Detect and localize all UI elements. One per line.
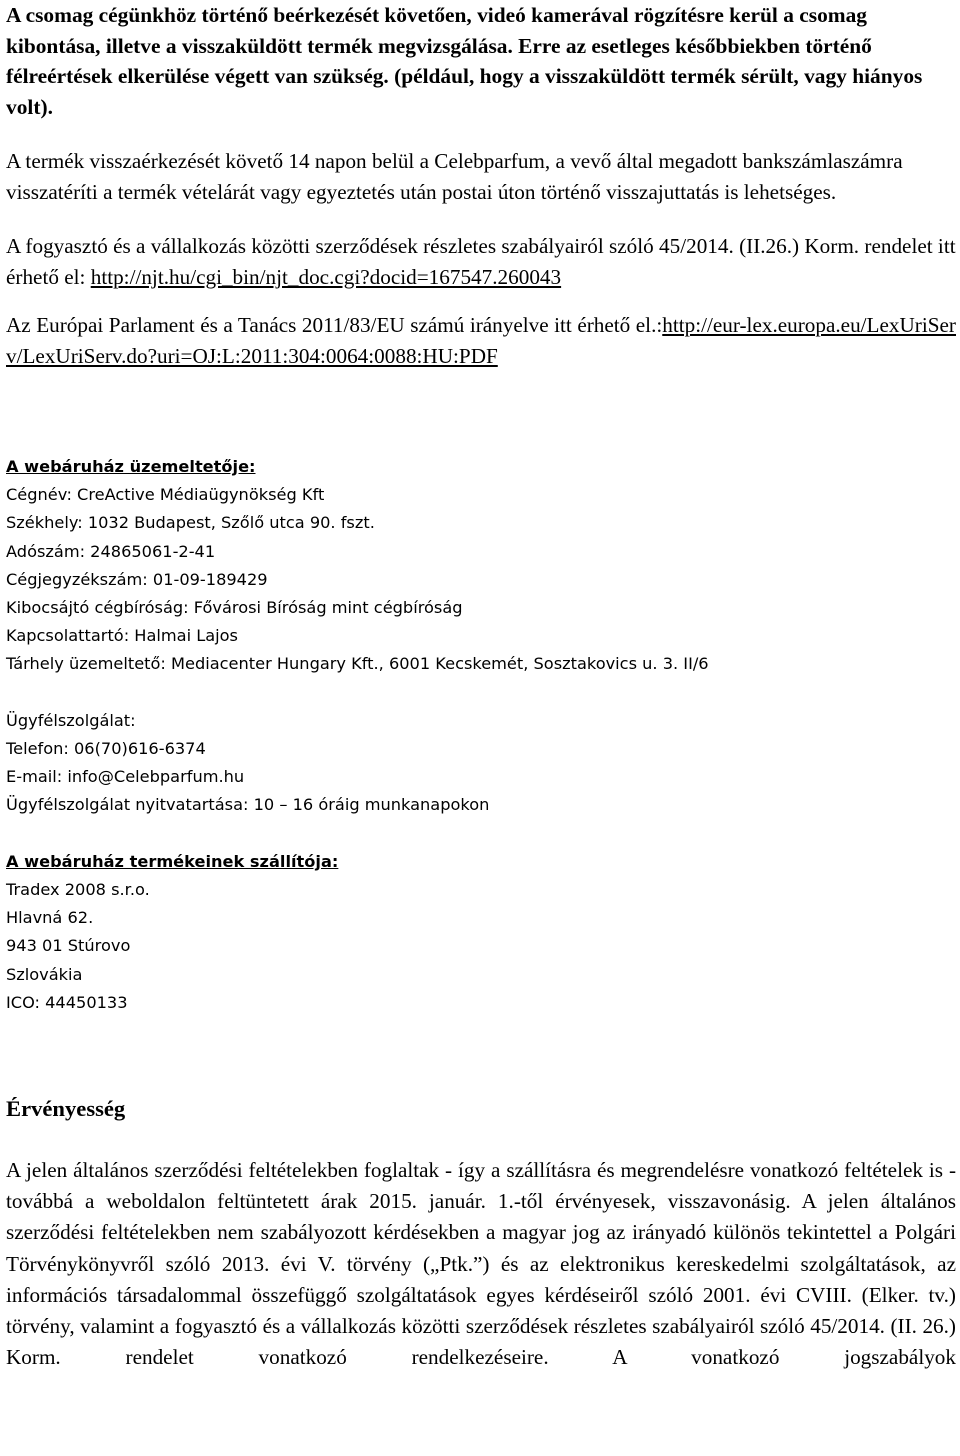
service-hours: Ügyfélszolgálat nyitvatartása: 10 – 16 óráig munkanapokon [6, 795, 490, 815]
service-heading: Ügyfélszolgálat: [6, 710, 136, 730]
law-paragraph [6, 231, 956, 292]
operator-hosting: Tárhely üzemeltető: Mediacenter Hungary Kft., 6001 Kecskemét, Sosztakovics u. 3. II/6 [6, 654, 709, 674]
operator-address: Székhely: 1032 Budapest, Szőlő utca 90. fszt. [6, 513, 375, 533]
operator-contact: Kapcsolattartó: Halmai Lajos [6, 626, 238, 646]
operator-company-name: Cégnév: CreActive Médiaügynökség Kft [6, 485, 325, 505]
validity-paragraph: A jelen általános szerződési feltételekben foglaltak - így a szállításra és megrendelésre vonatkozó feltételek is - továbbá a weboldalon feltüntetett árak 2015. január. 1.-től érvényesek, visszavonásig. A jelen általános szerződési feltételekben nem szabályozott kérdésekben a magyar jog az irányadó különös tekintettel a Polgári Törvénykönyvről szóló 2013. évi V. törvény („Ptk.”) és az elektronikus kereskedelmi szolgáltatások, az információs társadalommal összefüggő szolgáltatások egyes kérdéseiről szóló 2001. évi CVIII. (Elker. tv.) törvény, valamint a fogyasztó és a vállalkozás közötti szerződések részletes szabályairól szóló 45/2014. (II. 26.) Korm. rendelet vonatkozó rendelkezéseire. A vonatkozó jogszabályok [6, 1158, 956, 1370]
refund-paragraph: A termék visszaérkezését követő 14 napon belül a Celebparfum, a vevő által megadott bankszámlaszámra visszatéríti a termék vételárát vagy egyeztetés után postai úton történő visszajuttatás is lehetséges. [6, 149, 903, 204]
eu-text: Az Európai Parlament és a Tanács 2011/83/EU számú irányelve itt érhető el.: [6, 313, 663, 337]
operator-heading: A webáruház üzemeltetője: [6, 457, 256, 476]
eur-lex-link[interactable]: http://eur-lex.europa.eu/LexUriServ/LexUriServ.do?uri=OJ:L:2011:304:0064:0088:HU:PDF [6, 313, 956, 368]
intro-paragraph: A csomag cégünkhöz történő beérkezését követően, videó kamerával rögzítésre kerül a csomag kibontása, illetve a visszaküldött termék megvizsgálása. Erre az esetleges későbbiekben történő félreértések elkerülése végett van szükség. (például, hogy a visszaküldött termék sérült, vagy hiányos volt). [6, 3, 923, 119]
shipper-street: Hlavná 62. [6, 908, 94, 928]
shipper-name: Tradex 2008 s.r.o. [6, 880, 150, 900]
operator-tax-number: Adószám: 24865061-2-41 [6, 541, 216, 561]
shipper-city: 943 01 Stúrovo [6, 936, 131, 956]
document-page [6, 0, 956, 1373]
service-phone: Telefon: 06(70)616-6374 [6, 739, 206, 759]
service-email: E-mail: info@Celebparfum.hu [6, 767, 245, 787]
eu-directive-paragraph [6, 310, 956, 371]
shipper-ico: ICO: 44450133 [6, 992, 128, 1012]
operator-court: Kibocsájtó cégbíróság: Fővárosi Bíróság mint cégbíróság [6, 598, 463, 618]
njt-link[interactable]: http://njt.hu/cgi_bin/njt_doc.cgi?docid=167547.260043 [90, 264, 562, 289]
validity-section [6, 1095, 956, 1373]
operator-registration-number: Cégjegyzékszám: 01-09-189429 [6, 569, 268, 589]
law-text: A fogyasztó és a vállalkozás közötti szerződések részletes szabályairól szóló 45/2014. (II.26.) Korm. rendelet itt érhető el: [6, 234, 956, 289]
validity-title: Érvényesség [6, 1096, 126, 1122]
shipper-country: Szlovákia [6, 964, 83, 984]
shipper-heading: A webáruház termékeinek szállítója: [6, 851, 339, 871]
operator-section [6, 453, 956, 1017]
